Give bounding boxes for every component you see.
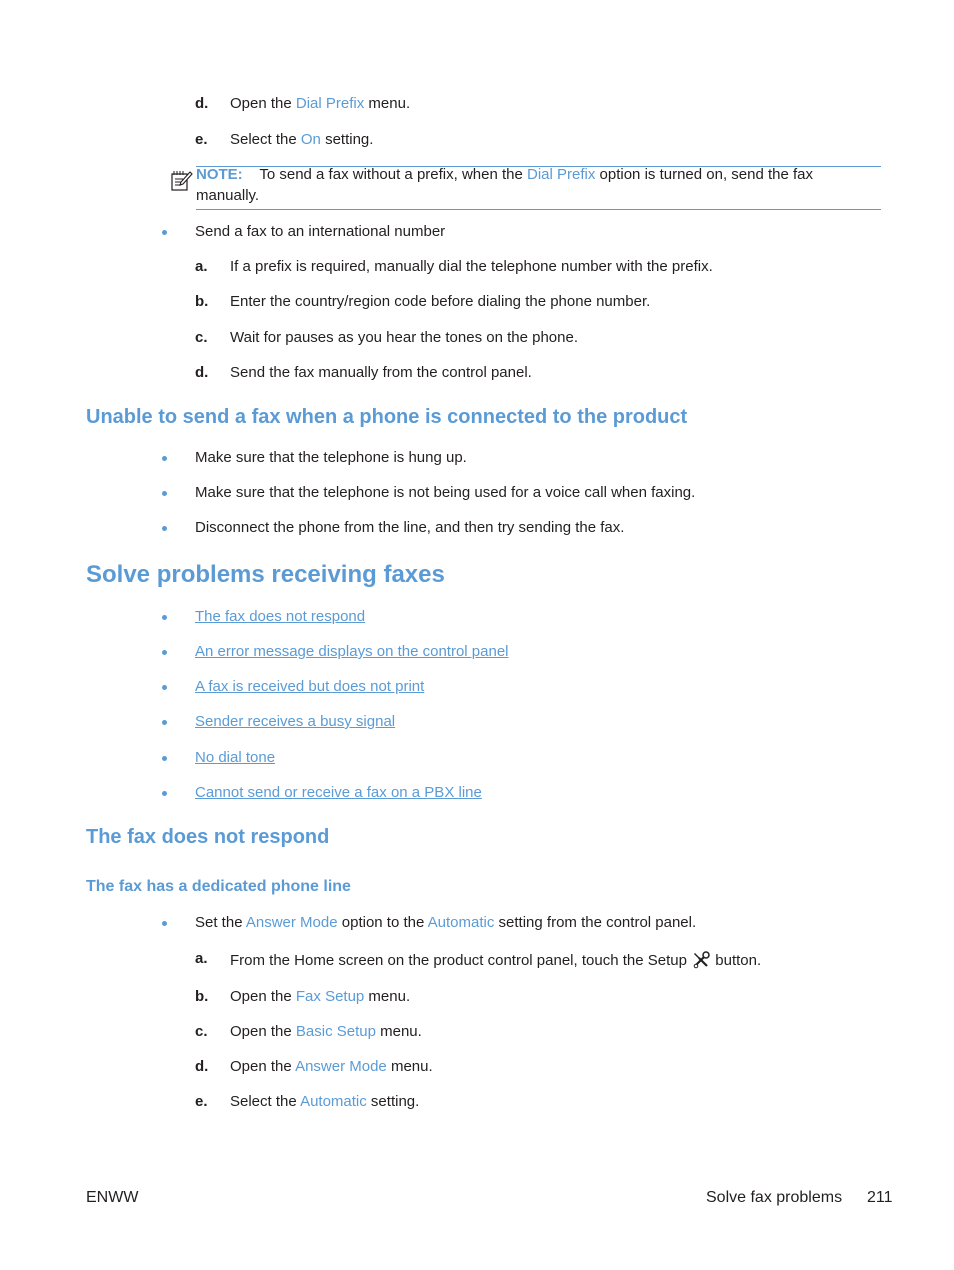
chapter-heading-receiving: Solve problems receiving faxes [86, 561, 445, 588]
bullet-dot [162, 720, 167, 725]
ui-term-answer-mode: Answer Mode [245, 914, 338, 931]
link-pbx-line[interactable]: Cannot send or receive a fax on a PBX line [195, 784, 482, 801]
ui-term-automatic: Automatic [427, 914, 495, 931]
step-letter: a. [195, 258, 208, 275]
step-text [230, 950, 761, 970]
bullet-dot [162, 491, 167, 496]
ui-term-fax-setup: Fax Setup [295, 988, 365, 1005]
step-text [230, 1058, 433, 1075]
bullet-dot [162, 526, 167, 531]
step-text-pre: Select the [230, 1093, 301, 1110]
step-letter: b. [195, 293, 209, 310]
section-heading-phone-connected: Unable to send a fax when a phone is connected to the product [86, 406, 688, 428]
step-text-pre: Select the [230, 131, 301, 148]
ui-term-automatic: Automatic [300, 1093, 367, 1110]
step-text: If a prefix is required, manually dial the telephone number with the prefix. [230, 258, 713, 275]
link-fax-does-not-respond[interactable]: The fax does not respond [195, 608, 366, 625]
footer-section: Solve fax problems [706, 1189, 843, 1206]
step-letter: e. [195, 1093, 208, 1110]
ui-term-on: On [300, 131, 321, 148]
step-text: Wait for pauses as you hear the tones on the phone. [230, 329, 579, 346]
ui-term-dial-prefix: Dial Prefix [295, 95, 365, 112]
bullet-international: Send a fax to an international number [195, 223, 446, 240]
step-text [230, 1023, 422, 1040]
ui-term-answer-mode: Answer Mode [295, 1058, 387, 1075]
step-text-post: setting. [366, 1093, 420, 1110]
bullet-dot [162, 456, 167, 461]
step-text [230, 988, 410, 1005]
step-text-post: setting. [320, 131, 374, 148]
ui-term-basic-setup: Basic Setup [295, 1023, 376, 1040]
bullet-item: Make sure that the telephone is not being used for a voice call when faxing. [195, 484, 696, 501]
bullet-dot [162, 921, 167, 926]
bullet-dot [162, 756, 167, 761]
step-text: Enter the country/region code before dialing the phone number. [230, 293, 651, 310]
link-no-dial-tone[interactable]: No dial tone [195, 749, 276, 766]
step-letter: e. [195, 131, 208, 148]
note-line-2: manually. [196, 187, 260, 204]
section-heading-no-respond: The fax does not respond [86, 826, 330, 848]
step-text-post: button. [711, 952, 762, 969]
step-text: Send the fax manually from the control panel. [230, 364, 532, 381]
bullet-dot [162, 230, 167, 235]
step-letter: c. [195, 329, 208, 346]
step-letter: d. [195, 364, 209, 381]
link-busy-signal[interactable]: Sender receives a busy signal [195, 713, 396, 730]
note-label: NOTE: [196, 166, 243, 183]
step-text-pre: Open the [230, 1023, 296, 1040]
step-text-pre: Open the [230, 95, 296, 112]
step-letter: a. [195, 950, 208, 967]
note-line-1 [196, 166, 813, 183]
step-text-pre: Open the [230, 988, 296, 1005]
step-text-pre: Open the [230, 1058, 296, 1075]
bullet-text-pre: Set the [195, 914, 246, 931]
note-text-post: option is turned on, send the fax [595, 166, 814, 183]
note-text-pre: To send a fax without a prefix, when the [259, 166, 527, 183]
footer-left: ENWW [86, 1189, 139, 1206]
bullet-item: Disconnect the phone from the line, and then try sending the fax. [195, 519, 625, 536]
bullet-dot [162, 685, 167, 690]
setup-icon [691, 950, 711, 970]
bullet-text-post: setting from the control panel. [494, 914, 697, 931]
step-letter: d. [195, 1058, 209, 1075]
step-text [230, 95, 410, 112]
step-text-post: menu. [364, 988, 411, 1005]
bullet-dot [162, 791, 167, 796]
bullet-item: Make sure that the telephone is hung up. [195, 449, 467, 466]
bullet-text-mid: option to the [337, 914, 428, 931]
step-text-pre: From the Home screen on the product control panel, touch the Setup [230, 952, 692, 969]
step-letter: b. [195, 988, 209, 1005]
step-text-post: menu. [375, 1023, 422, 1040]
step-text [230, 131, 373, 148]
step-text-post: menu. [386, 1058, 433, 1075]
step-text-post: menu. [364, 95, 411, 112]
note-bottom-rule [196, 209, 881, 210]
link-fax-received-not-print[interactable]: A fax is received but does not print [195, 678, 425, 695]
ui-term-dial-prefix: Dial Prefix [527, 166, 596, 183]
bullet-answer-mode [195, 914, 696, 931]
bullet-dot [162, 650, 167, 655]
subheading-dedicated-line: The fax has a dedicated phone line [86, 878, 351, 895]
step-text [230, 1093, 419, 1110]
link-error-message[interactable]: An error message displays on the control panel [195, 643, 509, 660]
step-letter: c. [195, 1023, 208, 1040]
step-letter: d. [195, 95, 209, 112]
note-icon [170, 169, 194, 193]
page-number: 211 [867, 1189, 893, 1206]
bullet-dot [162, 615, 167, 620]
